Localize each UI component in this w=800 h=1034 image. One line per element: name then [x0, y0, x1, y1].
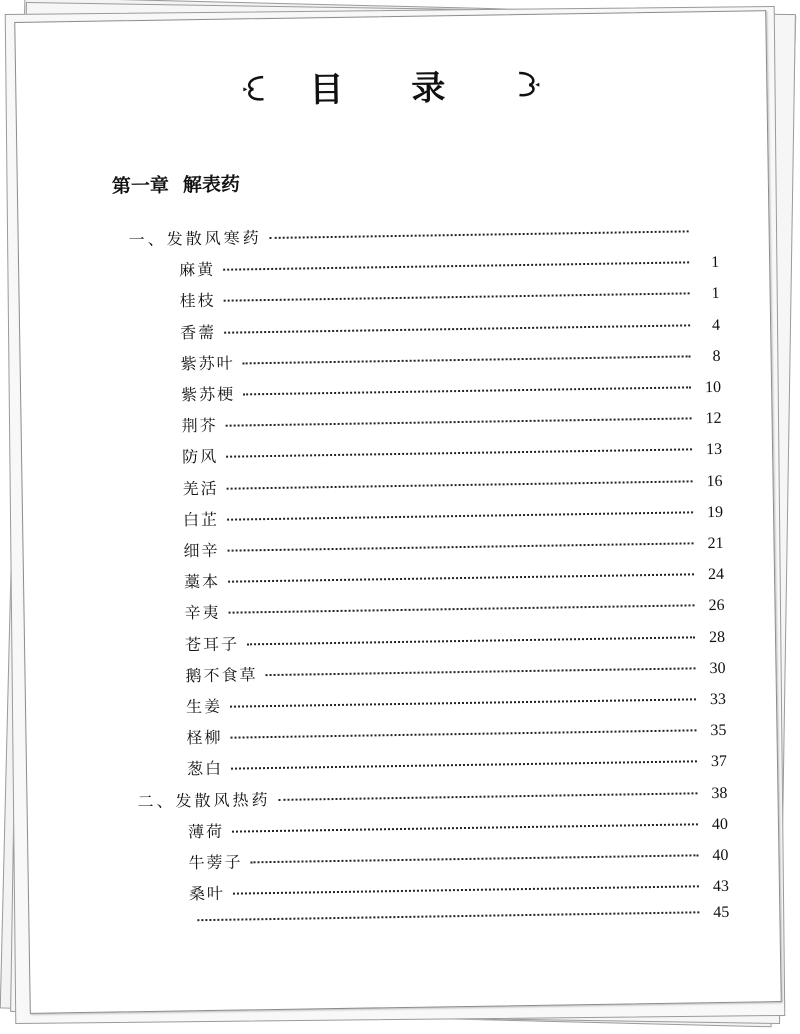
dot-leader [224, 293, 690, 302]
page-number: 40 [711, 815, 729, 833]
page-number: 1 [711, 285, 720, 303]
toc-entry-label: 防风 [181, 447, 219, 467]
toc-entry-row[interactable] [180, 343, 720, 374]
page-number: 10 [704, 378, 722, 397]
page-title: 目 录 [309, 67, 474, 111]
toc-entry-label: 桑叶 [188, 883, 226, 904]
dot-leader [279, 792, 698, 801]
page-number: 30 [709, 659, 726, 677]
toc-entry-row[interactable] [182, 467, 722, 498]
toc-entry-row[interactable] [182, 436, 722, 467]
dot-leader [232, 823, 698, 832]
dot-leader [227, 511, 693, 520]
toc-list [15, 11, 780, 1013]
chapter-name: 解表药 [182, 173, 241, 197]
toc-entry-label: 白芷 [182, 509, 220, 530]
toc-entry-label: 荆芥 [181, 416, 218, 436]
toc-entry-row[interactable] [184, 561, 724, 592]
dot-leader [230, 698, 696, 707]
dot-leader [224, 324, 690, 333]
page-number: 21 [707, 534, 724, 553]
page-number: 40 [712, 846, 729, 865]
toc-entry-label: 生姜 [185, 696, 223, 717]
toc-section-row[interactable] [128, 218, 718, 250]
toc-entry-row[interactable] [189, 904, 729, 930]
toc-entry-label: 鹅不食草 [185, 665, 258, 686]
dot-leader [270, 230, 689, 239]
toc-entry-label: 羌活 [182, 478, 219, 498]
page-number: 28 [708, 628, 726, 646]
dot-leader [228, 574, 694, 583]
page-number: 35 [710, 722, 727, 740]
page-number: 45 [713, 904, 730, 922]
toc-entry-row[interactable] [188, 842, 728, 873]
page-number: 16 [706, 472, 723, 490]
toc-entry-label: 柽柳 [186, 727, 223, 748]
dot-leader [243, 386, 691, 395]
toc-entry-label: 牛蒡子 [188, 852, 243, 873]
toc-entry-row[interactable] [188, 811, 728, 842]
toc-entry-row[interactable] [186, 717, 726, 748]
toc-section-label: 二、发散风热药 [137, 789, 271, 811]
toc-entry-row[interactable] [185, 655, 725, 686]
toc-entry-row[interactable] [179, 280, 719, 311]
dot-leader [229, 605, 695, 614]
page-number: 19 [706, 503, 724, 521]
page-number: 12 [705, 410, 722, 428]
toc-entry-row[interactable] [189, 873, 729, 904]
dot-leader [266, 667, 696, 676]
toc-entry-label: 紫苏梗 [180, 384, 236, 405]
page-number: 13 [705, 441, 723, 459]
dot-leader [231, 730, 697, 739]
page-number: 43 [712, 878, 730, 896]
page-number: 24 [707, 566, 725, 584]
toc-entry-row[interactable] [183, 530, 723, 561]
page-number: 38 [711, 784, 728, 802]
toc-entry-row[interactable] [179, 249, 719, 280]
dot-leader [233, 886, 699, 895]
page-number: 26 [708, 597, 725, 615]
dot-leader [223, 262, 689, 271]
page-number: 1 [710, 254, 720, 272]
page-number: 37 [710, 753, 728, 771]
toc-entry-label: 细辛 [183, 540, 220, 561]
dot-leader [243, 355, 691, 364]
dot-leader [250, 854, 698, 863]
toc-entry-label: 薄荷 [187, 821, 225, 842]
page-number: 4 [711, 316, 721, 334]
toc-entry-label: 辛夷 [184, 603, 221, 623]
dot-leader [226, 418, 692, 427]
dot-leader [247, 636, 695, 645]
dot-leader [227, 480, 693, 489]
toc-entry-label: 桂枝 [179, 291, 216, 311]
toc-entry-label: 苍耳子 [184, 634, 240, 654]
toc-entry-label: 葱白 [186, 759, 224, 779]
toc-entry-row[interactable] [185, 623, 725, 654]
toc-entry-row[interactable] [181, 405, 721, 436]
toc-section-row[interactable] [137, 779, 727, 811]
toc-entry-label: 香薷 [180, 322, 217, 342]
dot-leader [226, 449, 692, 458]
page-number: 8 [712, 347, 721, 365]
toc-entry-label: 藁本 [183, 571, 221, 592]
page-number: 33 [709, 690, 727, 709]
toc-entry-row[interactable] [183, 499, 723, 530]
toc-entry-row[interactable] [184, 592, 724, 623]
toc-entry-row[interactable] [181, 374, 721, 405]
toc-entry-row[interactable] [180, 312, 720, 343]
chapter-number: 第一章 [111, 174, 170, 198]
dot-leader [228, 542, 694, 551]
dot-leader [197, 912, 699, 922]
toc-section-label: 一、发散风寒药 [128, 228, 262, 250]
toc-entry-label: 紫苏叶 [180, 353, 235, 374]
dot-leader [231, 761, 697, 770]
toc-page [14, 10, 781, 1014]
toc-entry-row[interactable] [186, 686, 726, 717]
toc-entry-row[interactable] [187, 748, 727, 779]
toc-entry-label: 麻黄 [179, 260, 216, 280]
